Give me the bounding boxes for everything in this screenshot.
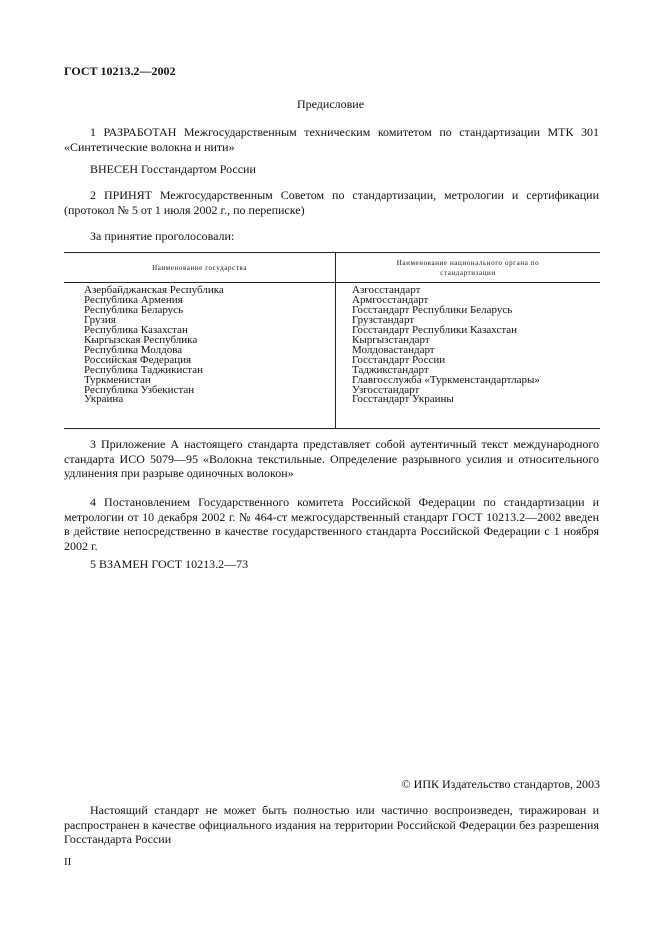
state-name: Республика Беларусь <box>84 303 184 316</box>
standards-body-name: Молдовастандарт <box>352 343 435 356</box>
paragraph-annex: 3 Приложение А настоящего стандарта представляет собой аутентичный текст международного стандарта ИСО 5079—95 «Волокна текстильные. Определение разрывного усилия и относительного удлинения при разрыве одиночных волокон» <box>64 437 599 481</box>
table-header-state: Наименование государства <box>152 263 247 272</box>
table-header-divider <box>64 282 600 283</box>
state-list <box>84 286 224 405</box>
paragraph-enactment: 4 Постановлением Государственного комитета Российской Федерации по стандартизации и метрологии от 10 декабря 2002 г. № 464-ст межгосударственный стандарт ГОСТ 10213.2—2002 введен в действие непосредственно в качестве государственного стандарта Российской Федерации с 1 ноября 2002 г. <box>64 495 599 553</box>
standards-body-name: Таджикстандарт <box>352 363 429 376</box>
standards-body-name: Госстандарт Республики Казахстан <box>352 323 518 336</box>
state-name: Грузия <box>84 313 116 326</box>
reproduction-notice: Настоящий стандарт не может быть полностью или частично воспроизведен, тиражирован и распространен в качестве официального издания на территории Российской Федерации без разрешения Госстандарта России <box>64 803 599 847</box>
standards-body-list <box>352 286 540 405</box>
standards-body-name: Узгосстандарт <box>352 383 420 396</box>
standards-body-name: Госстандарт России <box>352 353 446 366</box>
standards-body-name: Главгосслужба «Туркменстандартлары» <box>352 373 540 386</box>
state-name: Туркменистан <box>84 373 151 386</box>
paragraph-introduced-by: ВНЕСЕН Госстандартом России <box>90 162 256 176</box>
state-name: Украина <box>84 393 124 406</box>
standards-body-name: Госстандарт Украины <box>352 393 454 406</box>
state-name: Республика Таджикистан <box>84 363 203 376</box>
paragraph-replaces: 5 ВЗАМЕН ГОСТ 10213.2—73 <box>90 557 249 571</box>
standards-body-name: Азгосстандарт <box>352 284 421 296</box>
standards-body-name: Госстандарт Республики Беларусь <box>352 303 513 316</box>
state-name: Кыргызская Республика <box>84 333 198 346</box>
state-name: Российская Федерация <box>84 353 192 366</box>
state-name: Республика Молдова <box>84 343 183 356</box>
state-name: Республика Узбекистан <box>84 383 195 396</box>
state-name: Азербайджанская Республика <box>84 284 224 296</box>
state-name: Республика Казахстан <box>84 323 188 336</box>
paragraph-developed-by: 1 РАЗРАБОТАН Межгосударственным техническим комитетом по стандартизации МТК 301 «Синтетические волокна и нити» <box>64 125 599 154</box>
document-code-header: ГОСТ 10213.2—2002 <box>64 64 176 78</box>
standards-body-name: Грузстандарт <box>352 313 415 326</box>
standards-body-name: Кыргызстандарт <box>352 333 430 346</box>
page-number: II <box>64 856 72 868</box>
copyright-line: © ИПК Издательство стандартов, 2003 <box>401 777 600 791</box>
state-name: Республика Армения <box>84 293 183 306</box>
table-header-standards-body: Наименование национального органа по стандартизации <box>396 258 540 277</box>
voting-table <box>64 252 600 429</box>
section-title: Предисловие <box>296 97 365 111</box>
standards-body-name: Армгосстандарт <box>352 293 429 306</box>
paragraph-adopted-by: 2 ПРИНЯТ Межгосударственным Советом по стандартизации, метрологии и сертификации (протокол № 5 от 1 июля 2002 г., по переписке) <box>64 188 599 217</box>
paragraph-voted-for: За принятие проголосовали: <box>90 229 235 243</box>
